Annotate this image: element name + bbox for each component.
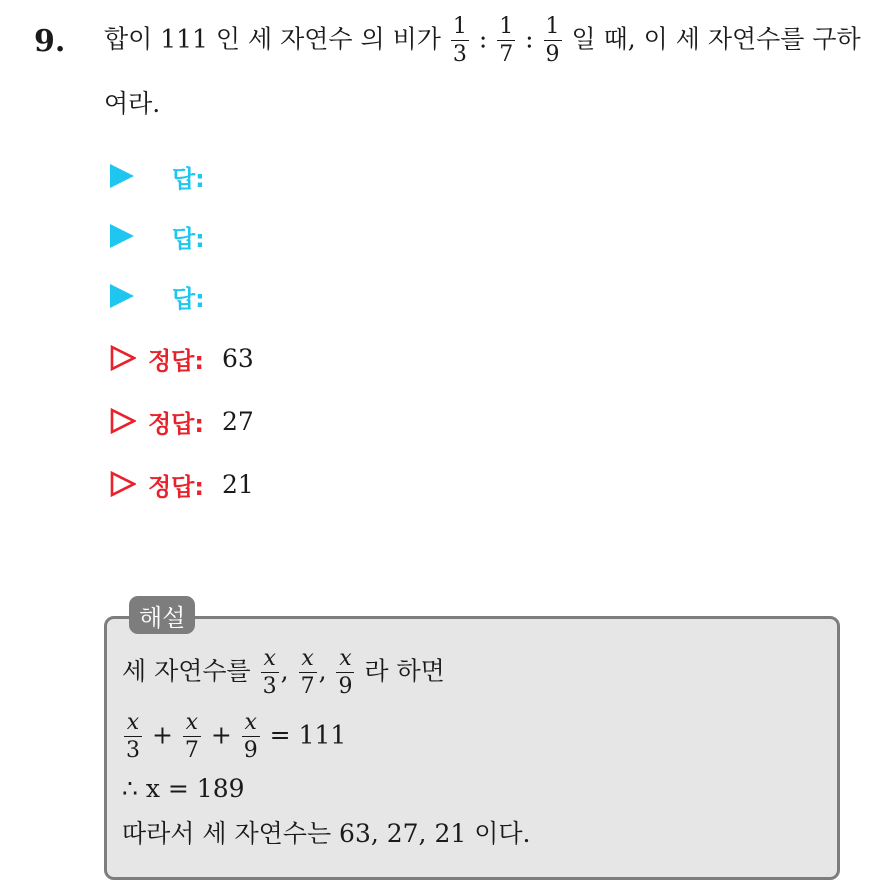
solution-line3: ∴ x = 189 [122,774,245,803]
plus-sign: + [151,720,173,750]
correct-answer-label: 정답: [148,346,204,375]
correct-answer-value: 63 [221,343,254,373]
fraction-numerator: x [185,710,199,735]
correct-answer-row [110,466,254,502]
solution-tab: 해설 [129,596,195,634]
play-triangle-icon [110,284,134,308]
ratio-fraction [451,16,469,66]
correct-answer-row [110,340,254,376]
question-text-line2: 여라. [104,89,161,118]
solution-equation [122,712,346,762]
plus-sign: + [210,720,232,750]
fraction-numerator: x [301,646,314,671]
ratio-fraction [497,16,515,66]
fraction-denominator: 3 [126,738,140,763]
answer-label: 답: [172,224,205,253]
play-triangle-icon [110,224,134,248]
equation-rhs: = 111 [269,720,347,750]
question-number: 9. [34,24,66,59]
fraction-numerator: 1 [499,14,514,39]
answer-row[interactable] [110,278,205,314]
fraction-numerator: 1 [545,14,560,39]
play-triangle-icon [110,164,134,188]
ratio-colon: : [525,24,534,54]
fraction-denominator: 7 [300,674,315,699]
fraction-numerator: x [244,710,257,735]
fraction-numerator: x [339,646,352,671]
fraction-numerator: x [263,646,276,671]
fraction-denominator: 3 [452,42,467,67]
fraction-numerator: 1 [452,14,467,39]
outline-triangle-icon [110,408,136,434]
correct-answer-label: 정답: [148,409,204,438]
fraction-denominator: 7 [184,738,199,763]
solution-fraction [124,712,142,762]
fraction-denominator: 9 [243,738,258,763]
outline-triangle-icon [110,471,136,497]
question-text-a: 합이 111 인 세 자연수 의 비가 [104,24,441,54]
comma: , [280,656,289,686]
ratio-colon: : [478,24,488,54]
solution-fraction [299,648,317,698]
solution-line1-prefix: 세 자연수를 [122,656,251,686]
answer-label: 답: [172,284,205,313]
solution-line4: 따라서 세 자연수는 63, 27, 21 이다. [122,819,531,848]
solution-fraction [336,648,354,698]
fraction-denominator: 3 [262,674,277,699]
comma: , [318,656,327,686]
outline-triangle-icon [110,345,136,371]
fraction-denominator: 9 [545,42,560,67]
ratio-fraction [544,16,562,66]
solution-fraction [242,712,260,762]
fraction-denominator: 7 [499,42,514,67]
correct-answer-row [110,403,254,439]
question-text-b: 일 때, 이 세 자연수를 구하 [571,24,861,54]
answer-label: 답: [172,164,205,193]
correct-answer-label: 정답: [148,472,204,501]
fraction-numerator: x [126,710,140,735]
solution-fraction [261,648,279,698]
answer-row[interactable] [110,218,205,254]
solution-line1-suffix: 라 하면 [364,656,445,686]
correct-answer-value: 21 [221,469,254,499]
solution-fraction [183,712,201,762]
correct-answer-value: 27 [221,406,254,436]
question-text-line1 [104,16,861,66]
solution-line1 [122,648,445,698]
answer-row[interactable] [110,158,205,194]
fraction-denominator: 9 [338,674,353,699]
